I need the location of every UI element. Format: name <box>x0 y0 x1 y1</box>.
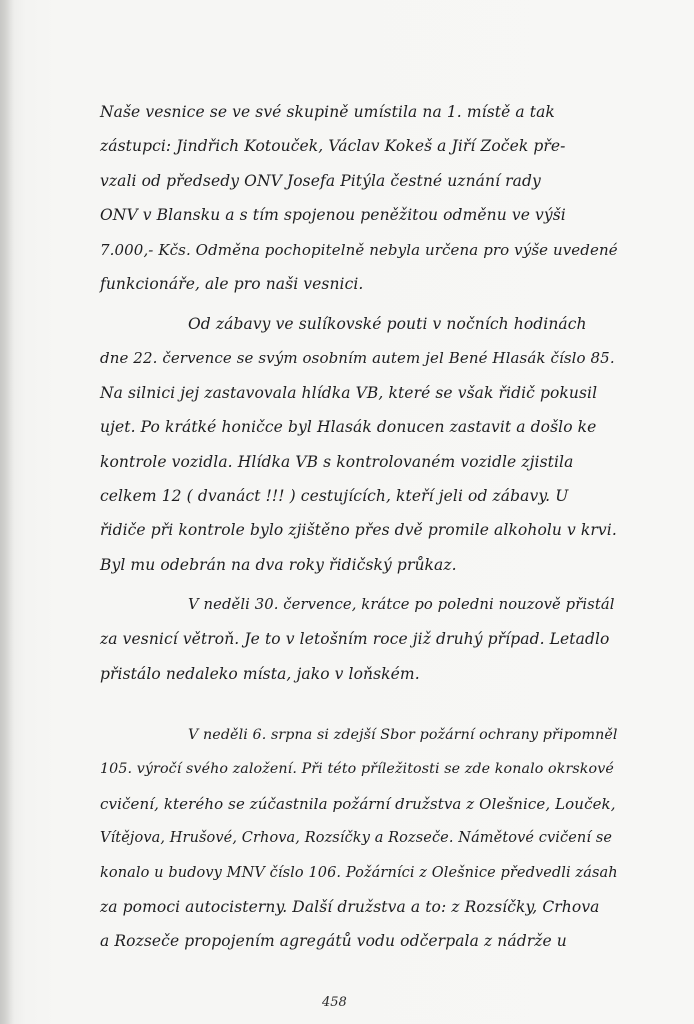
text-line: funkcionáře, ale pro naši vesnici. <box>100 274 364 293</box>
text-line: zástupci: Jindřich Kotouček, Václav Kokeš a Jiří Zoček pře- <box>100 137 566 156</box>
paragraph-2 <box>100 307 620 582</box>
text-line: 7.000,- Kčs. Odměna pochopitelně nebyla určena pro výše uvedené <box>100 240 618 259</box>
text-line: řidiče při kontrole bylo zjištěno přes dvě promile alkoholu v krvi. <box>100 521 617 540</box>
text-line: celkem 12 ( dvanáct !!! ) cestujících, kteří jeli od zábavy. U <box>100 486 569 505</box>
text-line: Naše vesnice se ve své skupině umístila na 1. místě a tak <box>100 103 555 121</box>
text-line: Od zábavy ve sulíkovské pouti v nočních hodinách <box>188 315 587 333</box>
page-number: 458 <box>322 995 347 1010</box>
text-line: kontrole vozidla. Hlídka VB s kontrolovaném vozidle zjistila <box>100 452 574 471</box>
text-line: Byl mu odebrán na dva roky řidičský průkaz. <box>100 555 457 574</box>
text-line: V neděli 30. července, krátce po poledni nouzově přistál <box>188 596 615 613</box>
binding-shadow <box>0 0 14 1024</box>
text-line: konalo u budovy MNV číslo 106. Požárníci z Olešnice předvedli zásah <box>100 864 618 881</box>
text-line: ONV v Blansku a s tím spojenou peněžitou odměnu ve výši <box>100 206 566 225</box>
text-line: 105. výročí svého založení. Při této příležitosti se zde konalo okrskové <box>100 761 614 778</box>
text-line: Na silnici jej zastavovala hlídka VB, které se však řidič pokusil <box>100 383 598 402</box>
text-line: ujet. Po krátké honičce byl Hlasák donucen zastavit a došlo ke <box>100 418 597 437</box>
text-line: přistálo nedaleko místa, jako v loňském. <box>100 664 420 683</box>
text-line: vzali od předsedy ONV Josefa Pitýla čestné uznání rady <box>100 171 541 190</box>
paragraph-3 <box>100 588 620 691</box>
paragraph-1 <box>100 95 620 301</box>
text-line: V neděli 6. srpna si zdejší Sbor požární ochrany připomněl <box>188 727 618 743</box>
text-line: dne 22. července se svým osobním autem jel Bené Hlasák číslo 85. <box>100 349 615 368</box>
paragraph-4 <box>100 718 620 959</box>
text-line: za vesnicí větroň. Je to v letošním roce již druhý případ. Letadlo <box>100 630 610 649</box>
text-line: a Rozseče propojením agregátů vodu odčerpala z nádrže u <box>100 932 567 951</box>
text-line: cvičení, kterého se zúčastnila požární družstva z Olešnice, Louček, <box>100 794 616 813</box>
text-line: Vítějova, Hrušové, Crhova, Rozsíčky a Rozseče. Námětové cvičení se <box>100 830 613 847</box>
text-line: za pomoci autocisterny. Další družstva a to: z Rozsíčky, Crhova <box>100 897 600 916</box>
